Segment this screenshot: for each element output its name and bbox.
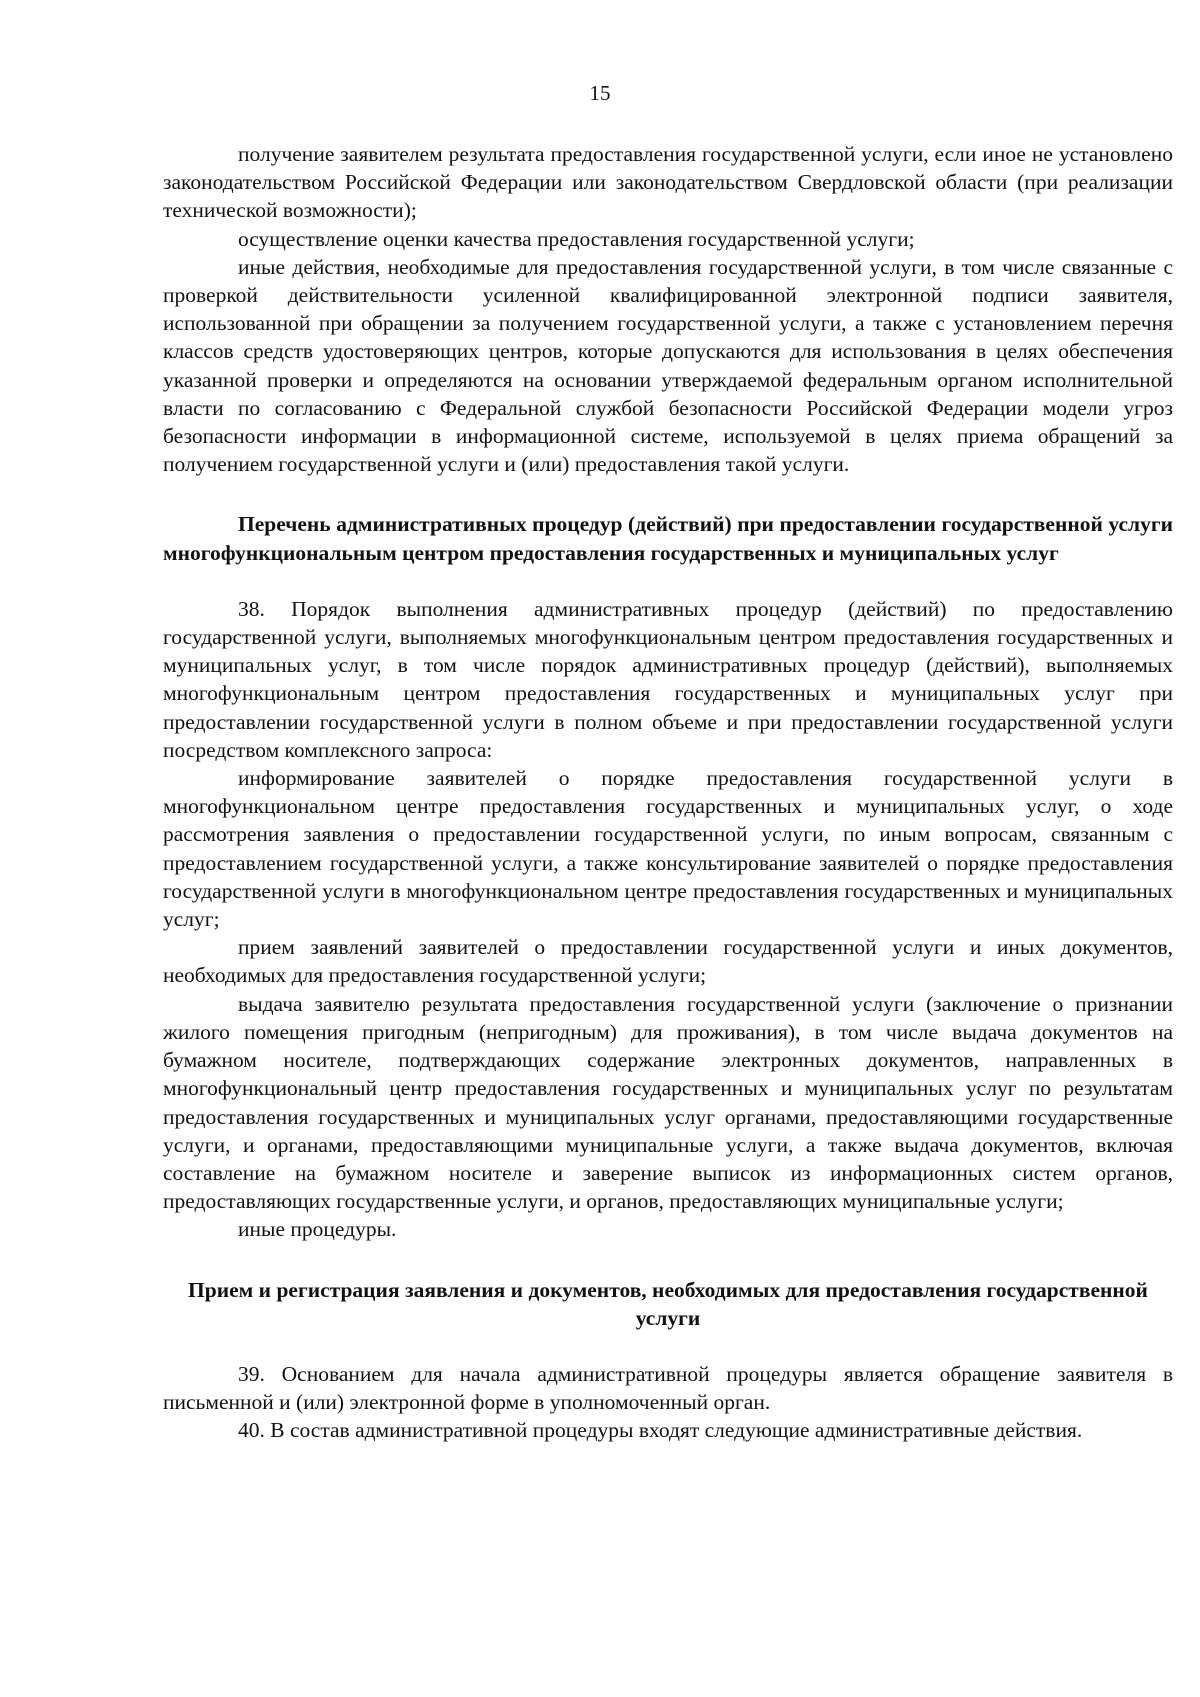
- page-number: 15: [589, 81, 611, 105]
- paragraph-40: 40. В состав административной процедуры входят следующие административные действия.: [238, 1418, 1083, 1443]
- document-body: [163, 140, 1173, 1445]
- paragraph: выдача заявителю результата предоставления государственной услуги (заключение о признании жилого помещения пригодным (непригодным) для проживания), в том числе выдача документов на бумажном носителе, подтверждающих содержание электронных документов, направленных в многофункциональный центр предоставления государственных и муниципальных услуг по результатам предоставления государственных и муниципальных услуг органами, предоставляющими государственные услуги, и органами, предоставляющими муниципальные услуги, а также выдача документов, включая составление на бумажном носителе и заверение выписок из информационных систем органов, предоставляющих государственные услуги, и органов, предоставляющих муниципальные услуги;: [163, 991, 1173, 1214]
- paragraph: иные действия, необходимые для предоставления государственной услуги, в том числе связанные с проверкой действительности усиленной квалифицированной электронной подписи заявителя, использованной при обращении за получением государственной услуги, а также с установлением перечня классов средств удостоверяющих центров, которые допускаются для использования в целях обеспечения указанной проверки и определяются на основании утверждаемой федеральным органом исполнительной власти по согласованию с Федеральной службой безопасности Российской Федерации модели угроз безопасности информации в информационной системе, используемой в целях приема обращений за получением государственной услуги и (или) предоставления такой услуги.: [163, 254, 1173, 477]
- paragraph: иные процедуры.: [238, 1217, 397, 1242]
- section-heading-application-intake: Прием и регистрация заявления и документов, необходимых для предоставления государственной услуги: [188, 1277, 1148, 1330]
- paragraph-39: 39. Основанием для начала административной процедуры является обращение заявителя в письменной и (или) электронной форме в уполномоченный орган.: [163, 1361, 1173, 1415]
- section-heading-mfc-procedures: Перечень административных процедур (действий) при предоставлении государственной услуги многофункциональным центром предоставления государственных и муниципальных услуг: [163, 512, 1173, 565]
- paragraph: получение заявителем результата предоставления государственной услуги, если иное не установлено законодательством Российской Федерации или законодательством Свердловской области (при реализации технической возможности);: [163, 142, 1173, 223]
- paragraph: информирование заявителей о порядке предоставления государственной услуги в многофункциональном центре предоставления государственных и муниципальных услуг, о ходе рассмотрения заявления о предоставлении государственной услуги, по иным вопросам, связанным с предоставлением государственной услуги, а также консультирование заявителей о порядке предоставления государственной услуги в многофункциональном центре предоставления государственных и муниципальных услуг;: [163, 766, 1173, 932]
- paragraph: прием заявлений заявителей о предоставлении государственной услуги и иных документов, необходимых для предоставления государственной услуги;: [163, 935, 1173, 988]
- paragraph: осуществление оценки качества предоставления государственной услуги;: [238, 226, 915, 251]
- paragraph-38: 38. Порядок выполнения административных процедур (действий) по предоставлению государственной услуги, выполняемых многофункциональным центром предоставления государственных и муниципальных услуг, в том числе порядок административных процедур (действий), выполняемых многофункциональным центром предоставления государственных и муниципальных услуг при предоставлении государственной услуги в полном объеме и при предоставлении государственной услуги посредством комплексного запроса:: [163, 596, 1173, 762]
